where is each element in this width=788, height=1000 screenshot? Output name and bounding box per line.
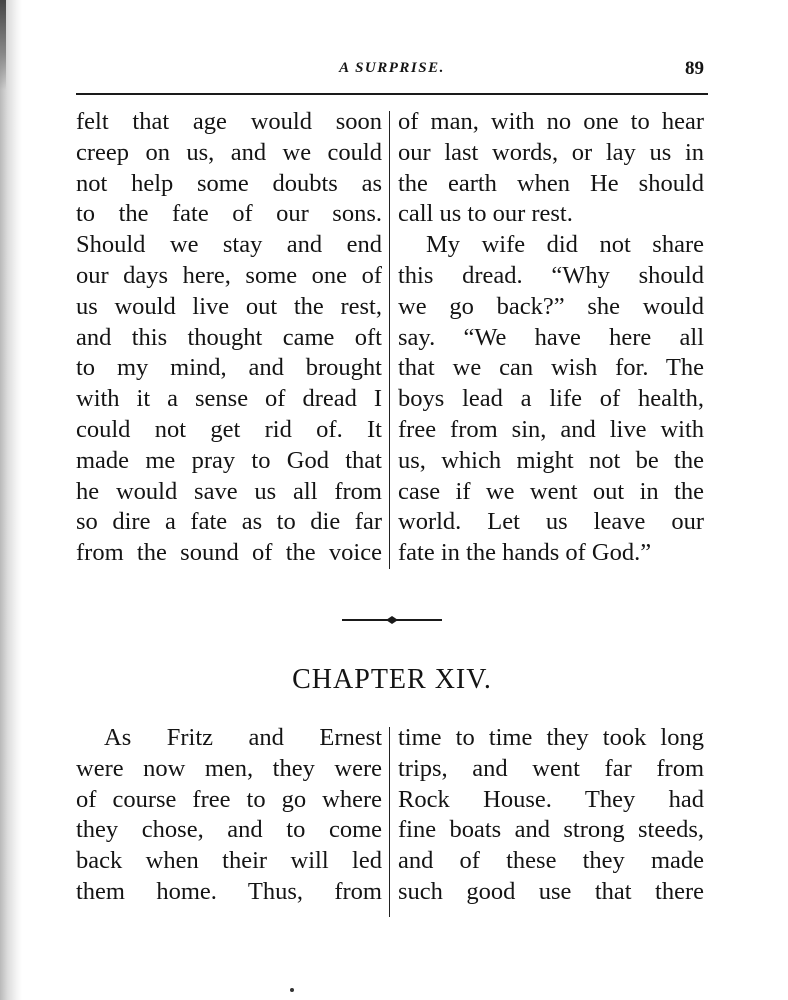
text-columns-top	[76, 107, 708, 569]
running-head	[76, 58, 708, 88]
text-line: of course free to go where	[76, 785, 382, 813]
text-line: As Fritz and Ernest	[104, 724, 382, 751]
text-line: to my mind, and brought	[76, 354, 382, 382]
text-line: case if we went out in the	[398, 477, 704, 505]
header-rule	[76, 93, 708, 95]
page-edge-mark	[0, 0, 6, 90]
text-line: us, which might not be the	[398, 446, 704, 474]
text-line: from the sound of the voice	[76, 539, 382, 567]
text-line: our days here, some one of	[76, 261, 382, 289]
text-line: made me pray to God that	[76, 446, 382, 474]
text-line: to the fate of our sons.	[76, 200, 382, 228]
text-line: fine boats and strong steeds,	[398, 816, 704, 844]
text-line: so dire a fate as to die far	[76, 508, 382, 536]
text-line: that we can wish for. The	[398, 354, 704, 382]
text-line: world. Let us leave our	[398, 508, 704, 536]
text-line: and of these they made	[398, 847, 704, 875]
text-line: creep on us, and we could	[76, 138, 382, 166]
running-title: A SURPRISE.	[339, 60, 445, 76]
right-column	[398, 723, 704, 908]
text-line: back when their will led	[76, 847, 382, 875]
text-line: with it a sense of dread I	[76, 385, 382, 413]
text-line: free from sin, and live with	[398, 415, 704, 443]
text-line: our last words, or lay us in	[398, 138, 704, 166]
column-divider	[389, 727, 390, 917]
printing-speck	[290, 988, 294, 992]
text-line: they chose, and to come	[76, 816, 382, 844]
text-line: My wife did not share	[426, 231, 704, 259]
text-line: Should we stay and end	[76, 231, 382, 259]
right-column	[398, 107, 704, 569]
page-binding-shadow	[0, 0, 22, 1000]
page-number: 89	[685, 58, 704, 79]
text-line: fate in the hands of God.”	[398, 539, 652, 567]
text-line: were now men, they were	[76, 754, 382, 782]
chapter-heading: CHAPTER XIV.	[292, 664, 492, 695]
text-line: time to time they took long	[398, 724, 704, 751]
text-line: and this thought came oft	[76, 323, 382, 351]
text-line: not help some doubts as	[76, 169, 382, 197]
text-line: this dread. “Why should	[398, 261, 704, 289]
text-line: of man, with no one to hear	[398, 108, 704, 135]
text-line: he would save us all from	[76, 477, 382, 505]
text-line: us would live out the rest,	[76, 292, 382, 320]
text-line: we go back?” she would	[398, 292, 704, 320]
text-line: could not get rid of. It	[76, 415, 382, 443]
text-line: trips, and went far from	[398, 754, 704, 782]
section-ornament	[342, 612, 442, 628]
text-line: the earth when He should	[398, 169, 704, 197]
text-line: felt that age would soon	[76, 108, 382, 135]
text-line: call us to our rest.	[398, 200, 573, 228]
text-line: them home. Thus, from	[76, 877, 382, 905]
text-line: such good use that there	[398, 877, 704, 905]
left-column	[76, 107, 382, 569]
column-divider	[389, 111, 390, 569]
text-line: boys lead a life of health,	[398, 385, 704, 413]
text-columns-bottom	[76, 723, 708, 909]
text-line: Rock House. They had	[398, 785, 704, 813]
left-column	[76, 723, 382, 908]
text-line: say. “We have here all	[398, 323, 704, 351]
